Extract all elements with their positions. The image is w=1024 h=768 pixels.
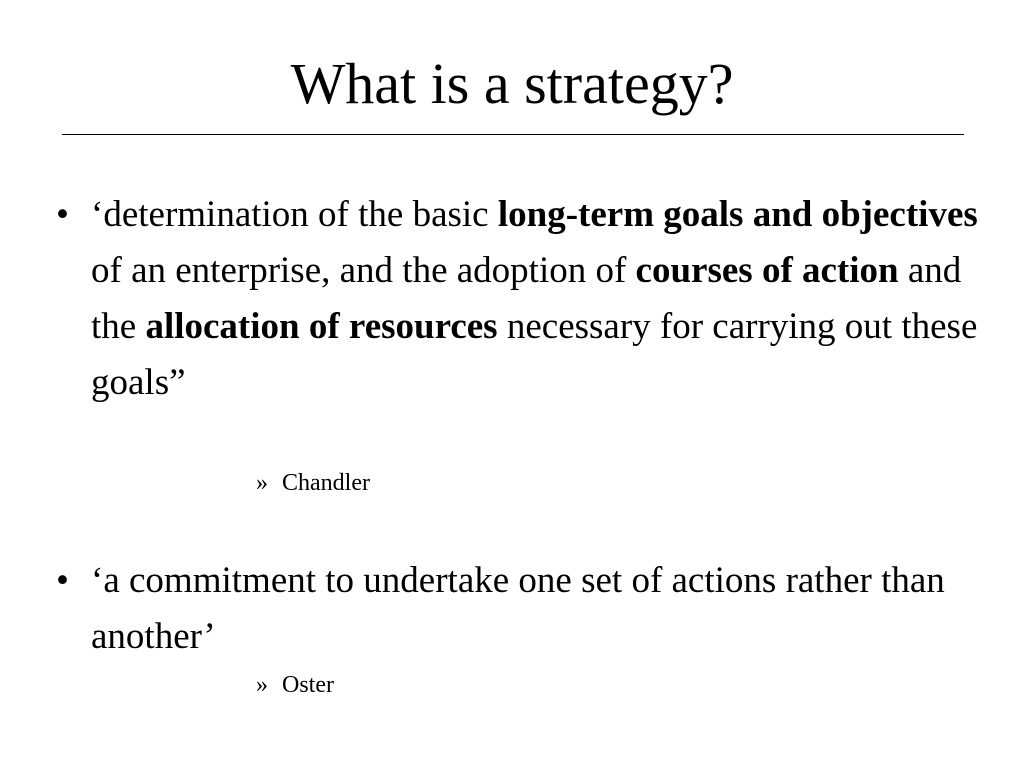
attribution-marker-icon: » [256,672,268,698]
slide-title: What is a strategy? [290,51,734,116]
text-segment-bold: allocation of resources [145,306,498,347]
text-segment: ‘a commitment to undertake one set of actions rather than another’ [91,560,945,657]
attribution-oster [256,670,334,700]
text-segment: necessary for carrying out these goals” [91,306,978,403]
title-divider [62,134,964,135]
text-segment-bold: courses of action [635,250,899,291]
attribution-text: Oster [282,672,334,698]
bullet-icon: • [56,560,69,601]
attribution-chandler [256,468,370,498]
text-segment: and the [91,250,962,347]
text-segment: ‘determination of the basic [91,194,498,235]
bullet-text [91,187,986,411]
attribution-text: Chandler [282,470,370,496]
attribution-marker-icon: » [256,470,268,496]
text-segment-bold: long-term goals and objectives [497,194,978,235]
text-segment: of an enterprise, and the adoption of [91,250,636,291]
bullet-icon: • [56,194,69,235]
bullet-text [91,553,986,665]
